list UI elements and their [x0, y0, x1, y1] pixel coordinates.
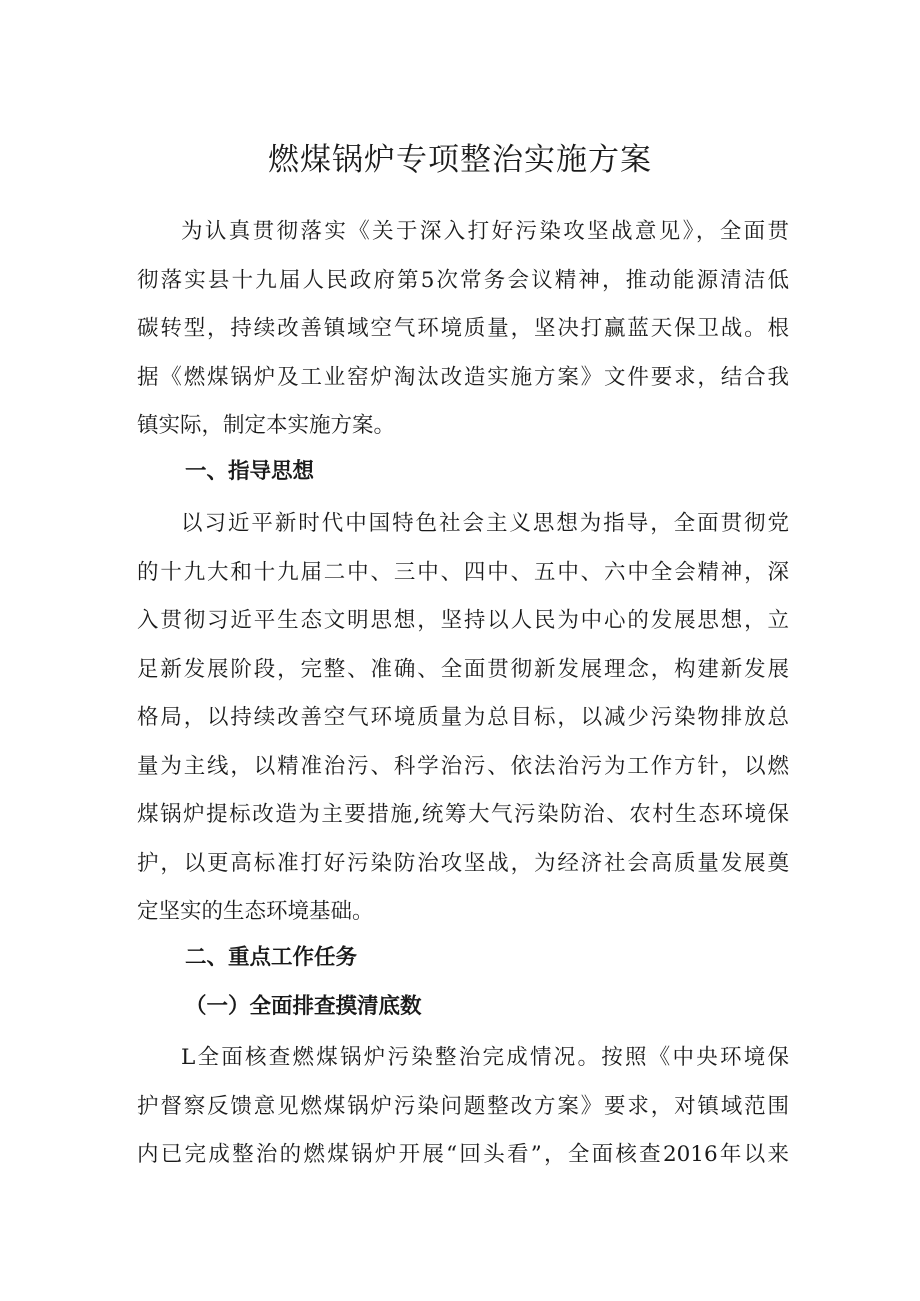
- paragraph-line: 内已完成整治的燃煤锅炉开展“回头看”，全面核查2016年以来: [137, 1142, 789, 1167]
- paragraph-line: 的十九大和十九届二中、三中、四中、五中、六中全会精神，深: [137, 559, 789, 585]
- guiding-ideology-paragraph: [137, 500, 789, 937]
- paragraph-line: 入贯彻习近平生态文明思想，坚持以人民为中心的发展思想，立: [137, 608, 789, 633]
- paragraph-line: 据《燃煤锅炉及工业窑炉淘汰改造实施方案》文件要求，结合我: [137, 364, 789, 390]
- paragraph-line: 彻落实县十九届人民政府第5次常务会议精神，推动能源清洁低: [137, 267, 789, 293]
- document-title: 燃煤锅炉专项整治实施方案: [268, 142, 652, 178]
- paragraph-line: 煤锅炉提标改造为主要措施,统筹大气污染防治、农村生态环境保: [137, 802, 789, 827]
- paragraph-line: 碳转型，持续改善镇域空气环境质量，坚决打赢蓝天保卫战。根: [137, 316, 789, 341]
- paragraph-line: L全面核查燃煤锅炉污染整治完成情况。按照《中央环境保: [181, 1045, 789, 1070]
- paragraph-line: 格局，以持续改善空气环境质量为总目标，以减少污染物排放总: [137, 705, 789, 730]
- section-heading-key-tasks: 二、重点工作任务: [185, 945, 358, 970]
- paragraph-line: 量为主线，以精准治污、科学治污、依法治污为工作方针，以燃: [137, 753, 789, 779]
- section-heading-guiding-ideology: 一、指导思想: [185, 459, 315, 484]
- paragraph-line: 为认真贯彻落实《关于深入打好污染攻坚战意见》，全面贯: [181, 219, 789, 244]
- subsection-heading: （一）全面排查摸清底数: [185, 994, 422, 1019]
- paragraph-line: 护督察反馈意见燃煤锅炉污染问题整改方案》要求，对镇域范围: [137, 1093, 789, 1119]
- paragraph-line: 以习近平新时代中国特色社会主义思想为指导，全面贯彻党: [181, 511, 789, 536]
- paragraph-line: 护，以更高标准打好污染防治攻坚战，为经济社会高质量发展奠: [137, 850, 789, 876]
- paragraph-line: 定坚实的生态环境基础。: [137, 899, 374, 924]
- task-item-paragraph: [137, 1034, 789, 1180]
- paragraph-line: 足新发展阶段，完整、准确、全面贯彻新发展理念，构建新发展: [137, 656, 789, 682]
- paragraph-line: 镇实际，制定本实施方案。: [137, 413, 396, 438]
- intro-paragraph: [137, 208, 789, 451]
